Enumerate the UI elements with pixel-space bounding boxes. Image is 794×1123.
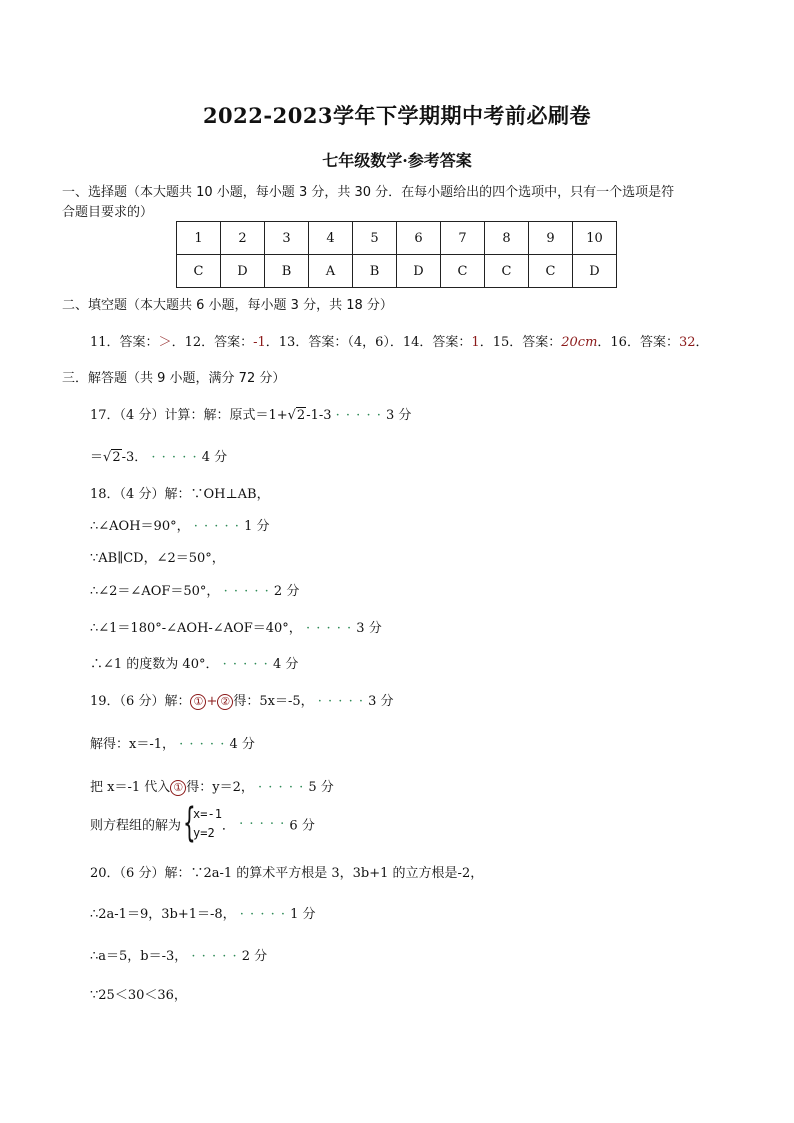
- score-dots: · · · · ·: [151, 450, 198, 465]
- solution-text: 20．（6 分）解：∵2a-1 的算术平方根是 3，3b+1 的立方根是-2，: [90, 866, 484, 881]
- q17-text: ＝: [90, 450, 104, 465]
- q20-line: [90, 903, 316, 922]
- q19-line4: [90, 800, 315, 846]
- answer-table: [176, 221, 617, 288]
- q19-line3: [90, 776, 334, 796]
- answer-cell: C: [529, 255, 573, 288]
- q18-line: [90, 547, 225, 566]
- q19-line2: [90, 733, 255, 752]
- q17-text: 17．（4 分）计算：解：原式＝1+: [90, 408, 288, 423]
- score-label: 3 分: [368, 694, 394, 709]
- section1-heading-line1: 一、选择题（本大题共 10 小题，每小题 3 分，共 30 分．在每小题给出的四个选项中，只有一个选项是符: [62, 185, 675, 200]
- solution-text: ．: [221, 818, 235, 834]
- q17-text: -3．: [121, 450, 148, 465]
- score-dots: · · · · ·: [223, 584, 270, 599]
- q18-line: [90, 617, 382, 636]
- score-label: 3 分: [356, 621, 382, 636]
- radicand: 2: [112, 450, 121, 465]
- question-number-cell: 9: [529, 222, 573, 255]
- question-number-cell: 5: [353, 222, 397, 255]
- question-number-cell: 6: [397, 222, 441, 255]
- score-dots: · · · · ·: [193, 519, 240, 534]
- solution-text: 把 x＝-1 代入: [90, 780, 171, 795]
- circled-two: ②: [217, 694, 233, 710]
- q18-line: [90, 580, 299, 599]
- score-label: 3 分: [386, 408, 412, 423]
- solution-text: 19．（6 分）解：: [90, 694, 191, 709]
- score-dots: · · · · ·: [222, 657, 269, 672]
- answer-15: 20cm: [561, 335, 598, 350]
- solution-text: 解得：x＝-1，: [90, 737, 175, 752]
- answer-14: 1: [471, 335, 480, 350]
- answer-cell: D: [221, 255, 265, 288]
- question-number-cell: 1: [177, 222, 221, 255]
- answer-cell: D: [397, 255, 441, 288]
- page-subtitle: 七年级数学·参考答案: [322, 151, 472, 170]
- equation-system: [183, 800, 222, 846]
- q18-line: [90, 515, 269, 534]
- answer-cell: B: [265, 255, 309, 288]
- score-label: 5 分: [308, 780, 334, 795]
- score-label: 4 分: [201, 450, 228, 465]
- solution-text: 18．（4 分）解：∵OH⊥AB，: [90, 487, 270, 502]
- fill-text: ．: [695, 335, 709, 350]
- score-label: 1 分: [244, 519, 270, 534]
- score-dots: · · · · ·: [305, 621, 353, 636]
- circled-one: ①: [190, 694, 206, 710]
- q17-line2: [90, 446, 227, 465]
- solution-text: 得：y＝2，: [186, 780, 254, 795]
- answer-11: ＞: [158, 335, 172, 350]
- question-number-cell: 3: [265, 222, 309, 255]
- answer-cell: D: [573, 255, 617, 288]
- question-number-cell: 8: [485, 222, 529, 255]
- score-label: 6 分: [289, 818, 315, 834]
- q18-line: [90, 483, 270, 502]
- system-eq-1: x=-1: [193, 807, 222, 821]
- solution-text: ∴2a-1＝9，3b+1＝-8，: [90, 907, 236, 922]
- solution-text: 得：5x＝-5，: [233, 694, 314, 709]
- score-label: 4 分: [272, 657, 299, 672]
- q17-text: -1-3: [306, 408, 332, 423]
- section3-heading: 三．解答题（共 9 小题，满分 72 分）: [62, 371, 286, 386]
- q20-line: [90, 984, 187, 1003]
- score-dots: · · · · ·: [317, 694, 364, 709]
- solution-text: ∵AB∥CD，∠2＝50°，: [90, 551, 225, 566]
- answer-16: 32: [678, 335, 696, 350]
- fill-text: ．13．答案：（4，6）．14．答案：: [265, 335, 472, 350]
- solution-text: ∴a＝5，b＝-3，: [90, 949, 188, 964]
- fill-text: ．12．答案：: [171, 335, 254, 350]
- fill-text: ．15．答案：: [479, 335, 562, 350]
- q19-line1: [90, 690, 394, 710]
- solution-text: ∴∠2＝∠AOF＝50°，: [90, 584, 220, 599]
- score-dots: · · · · ·: [335, 408, 382, 423]
- q20-line: [90, 862, 483, 881]
- system-eq-2: y=2: [193, 826, 215, 840]
- solution-text: ∴∠AOH＝90°，: [90, 519, 190, 534]
- sqrt-symbol: √2: [103, 450, 121, 465]
- answer-table-answer-row: [177, 255, 617, 288]
- section1-heading-line2: 合题目要求的）: [62, 205, 154, 220]
- solution-text: ∴∠1＝180°-∠AOH-∠AOF＝40°，: [90, 621, 302, 636]
- score-label: 2 分: [241, 949, 268, 964]
- sqrt-symbol: √2: [287, 408, 306, 423]
- answer-cell: A: [309, 255, 353, 288]
- question-number-cell: 4: [309, 222, 353, 255]
- solution-text: ∵25＜30＜36，: [90, 988, 187, 1003]
- brace-symbol: {: [183, 800, 196, 846]
- q17-line1: [90, 404, 411, 423]
- circled-one: ①: [170, 780, 186, 796]
- score-label: 2 分: [273, 584, 300, 599]
- answer-cell: C: [177, 255, 221, 288]
- q20-line: [90, 945, 267, 964]
- solution-text: ∴∠1 的度数为 40°．: [90, 657, 219, 672]
- q18-line: [90, 653, 298, 672]
- answer-12: -1: [253, 335, 266, 350]
- question-number-cell: 10: [573, 222, 617, 255]
- score-label: 1 分: [290, 907, 316, 922]
- score-dots: · · · · ·: [191, 949, 238, 964]
- answer-cell: C: [485, 255, 529, 288]
- plus-sign: +: [206, 694, 218, 709]
- question-number-cell: 7: [441, 222, 485, 255]
- score-dots: · · · · ·: [179, 737, 226, 752]
- fill-text: 11．答案：: [90, 335, 159, 350]
- score-dots: · · · · ·: [239, 816, 286, 832]
- answer-cell: C: [441, 255, 485, 288]
- question-number-cell: 2: [221, 222, 265, 255]
- page-title: 2022-2023学年下学期期中考前必刷卷: [202, 103, 592, 128]
- answer-cell: B: [353, 255, 397, 288]
- fill-blank-answers: [90, 331, 709, 350]
- solution-text: 则方程组的解为: [90, 818, 182, 834]
- score-dots: · · · · ·: [258, 780, 305, 795]
- score-dots: · · · · ·: [239, 907, 286, 922]
- radicand: 2: [296, 408, 306, 423]
- score-label: 4 分: [229, 737, 255, 752]
- answer-table-number-row: [177, 222, 617, 255]
- section2-heading: 二、填空题（本大题共 6 小题，每小题 3 分，共 18 分）: [62, 298, 393, 313]
- fill-text: ．16．答案：: [597, 335, 679, 350]
